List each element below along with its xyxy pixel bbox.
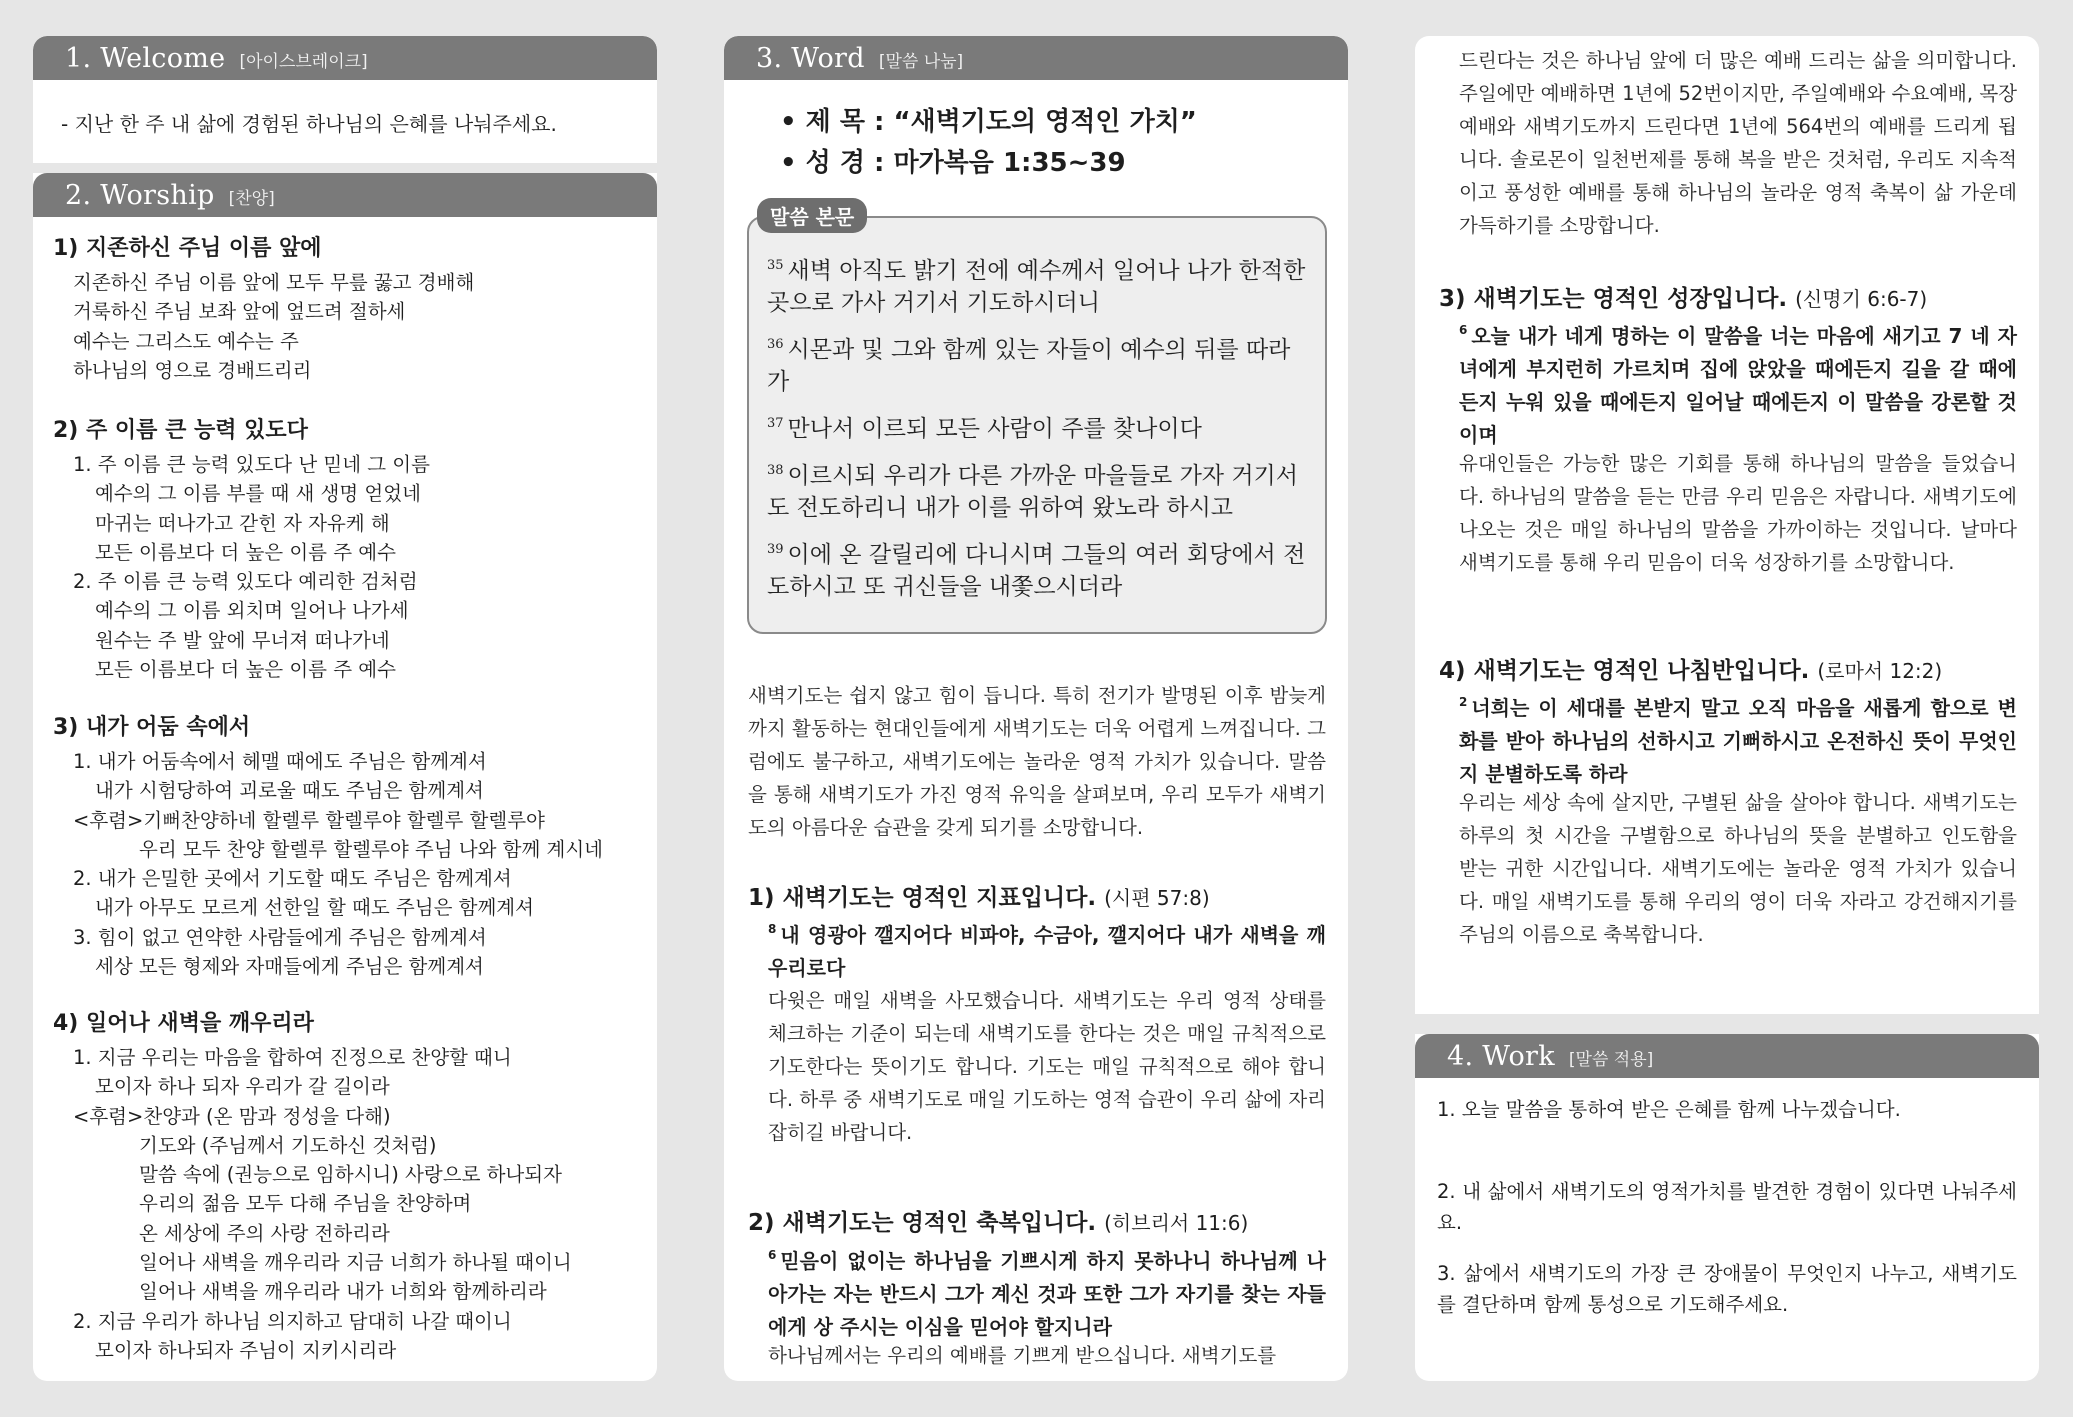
verse — [767, 455, 1307, 524]
lyric-line: 내가 시험당하여 괴로울 때도 주님은 함께계셔 — [95, 779, 484, 803]
worship-subtitle: [찬양] — [228, 188, 275, 209]
sermon-intro: 새벽기도는 쉽지 않고 힘이 듭니다. 특히 전기가 발명된 이후 밤늦게까지 활동하는 현대인들에게 새벽기도는 더욱 어렵게 느껴집니다. 그럼에도 불구하고, 새벽기도에는 놀라운 영적 가치가 있습니다. 말씀을 통해 새벽기도가 가진 영적 유익을 살펴보며, 우리 모두가 새벽기도의 아름다운 습관을 갖게 되기를 소망합니다. — [748, 684, 1326, 839]
point-body: 유대인들은 가능한 많은 기회를 통해 하나님의 말씀을 들었습니다. 하나님의 말씀을 듣는 만큼 우리 믿음은 자랍니다. 새벽기도에 나오는 것은 매일 하나님의 말씀을 가까이하는 것입니다. 날마다 새벽기도를 통해 우리 믿음이 더욱 성장하기를 소망합니다. — [1459, 452, 2017, 574]
lyric-line: 하나님의 영으로 경배드리리 — [73, 358, 312, 382]
song-title: 2) 주 이름 큰 능력 있도다 — [53, 418, 308, 443]
verse-number: 35 — [767, 258, 784, 273]
lyric-line: 모든 이름보다 더 높은 이름 주 예수 — [95, 540, 396, 564]
point-heading: 3) 새벽기도는 영적인 성장입니다. — [1439, 286, 1788, 312]
sermon-title: • 제 목 : “새벽기도의 영적인 가치” — [780, 107, 1197, 137]
section-gap — [33, 163, 657, 173]
point-reference: (시편 57:8) — [1104, 886, 1210, 910]
verse-text: 오늘 내가 네게 명하는 이 말씀을 너는 마음에 새기고 7 네 자녀에게 부지런히 가르치며 집에 앉았을 때에든지 길을 갈 때에든지 누워 있을 때에든지 일어날 때에든지 이 말씀을 강론할 것이며 — [1459, 324, 2017, 447]
lyric-line: 1. 내가 어둠속에서 헤맬 때에도 주님은 함께계셔 — [73, 750, 487, 773]
column-left — [33, 36, 657, 1381]
verse-text: 시몬과 및 그와 함께 있는 자들이 예수의 뒤를 따라가 — [767, 337, 1291, 395]
verse-number: 6 — [768, 1248, 777, 1262]
verse-text: 이르시되 우리가 다른 가까운 마을들로 가자 거기서도 전도하리니 내가 이를 위하여 왔노라 하시고 — [767, 463, 1298, 521]
lyric-line: 2. 지금 우리가 하나님 의지하고 담대히 나갈 때이니 — [73, 1309, 512, 1333]
verse-text: 만나서 이르되 모든 사람이 주를 찾나이다 — [787, 416, 1202, 442]
verse-number: 8 — [768, 922, 777, 936]
point-heading: 4) 새벽기도는 영적인 나침반입니다. — [1439, 658, 1810, 684]
point-title — [1439, 652, 1942, 685]
verse-number: 36 — [767, 337, 784, 352]
scripture-verses — [767, 250, 1307, 603]
lyric-line: <후렴>기뻐찬양하네 할렐루 할렐루야 할렐루 할렐루야 — [73, 808, 545, 832]
verse-number: 2 — [1459, 695, 1468, 709]
work-item: 2. 내 삶에서 새벽기도의 영적가치를 발견한 경험이 있다면 나눠주세요. — [1437, 1180, 2017, 1234]
point-title — [748, 879, 1210, 912]
scripture-box — [747, 216, 1327, 634]
song-title: 1) 지존하신 주님 이름 앞에 — [53, 236, 322, 261]
point-title — [1439, 280, 1927, 313]
song-lyrics — [73, 268, 474, 385]
point-body: 하나님께서는 우리의 예배를 기쁘게 받으십니다. 새벽기도를 — [768, 1344, 1277, 1367]
point-verse — [768, 913, 1326, 985]
scripture-reference: • 성 경 : 마가복음 1:35~39 — [780, 148, 1126, 178]
section-gap — [1415, 1014, 2039, 1034]
lyric-line: 1. 주 이름 큰 능력 있도다 난 믿네 그 이름 — [73, 453, 430, 476]
verse-number: 37 — [767, 416, 784, 431]
lyric-line: 내가 아무도 모르게 선한일 할 때도 주님은 함께계셔 — [95, 896, 534, 920]
lyric-line: 2. 내가 은밀한 곳에서 기도할 때도 주님은 함께계셔 — [73, 867, 512, 891]
verse-text: 내 영광아 깰지어다 비파야, 수금아, 깰지어다 내가 새벽을 깨우리로다 — [768, 923, 1326, 980]
scripture-box-label: 말씀 본문 — [757, 198, 867, 233]
worship-title: 2. Worship — [65, 179, 215, 211]
verse-text: 새벽 아직도 밝기 전에 예수께서 일어나 나가 한적한 곳으로 가사 거기서 기도하시더니 — [767, 258, 1306, 316]
verse — [767, 250, 1307, 319]
song-title: 4) 일어나 새벽을 깨우리라 — [53, 1011, 314, 1036]
column-middle — [724, 36, 1348, 1381]
work-header — [1415, 1034, 2039, 1078]
verse-number: 38 — [767, 463, 784, 478]
lyric-line: <후렴>찬양과 (온 맘과 정성을 다해) — [73, 1104, 391, 1128]
work-title: 4. Work — [1447, 1040, 1555, 1072]
lyric-line: 말씀 속에 (권능으로 임하시니) 사랑으로 하나되자 — [139, 1163, 562, 1187]
verse-text: 믿음이 없이는 하나님을 기쁘시게 하지 못하나니 하나님께 나아가는 자는 반드시 그가 계신 것과 또한 그가 자기를 찾는 자들에게 상 주시는 이심을 믿어야 할지니라 — [768, 1249, 1326, 1339]
lyric-line: 온 세상에 주의 사랑 전하리라 — [139, 1221, 390, 1245]
lyric-line: 지존하신 주님 이름 앞에 모두 무릎 꿇고 경배해 — [73, 271, 475, 294]
lyric-line: 세상 모든 형제와 자매들에게 주님은 함께계셔 — [95, 955, 484, 979]
work-item: 1. 오늘 말씀을 통하여 받은 은혜를 함께 나누겠습니다. — [1437, 1098, 1901, 1121]
point-reference: (로마서 12:2) — [1817, 659, 1943, 683]
work-subtitle: [말씀 적용] — [1568, 1049, 1654, 1070]
point-body-continued: 드린다는 것은 하나님 앞에 더 많은 예배 드리는 삶을 의미합니다. 주일에만 예배하면 1년에 52번이지만, 주일예배와 수요예배, 목장예배와 새벽기도까지 드린다면 1년에 564번의 예배를 드리게 됩니다. 솔로몬이 일천번제를 통해 복을 받은 것처럼, 우리도 지속적이고 풍성한 예배를 통해 하나님의 놀라운 영적 축복이 삶 가운데 가득하기를 소망합니다. — [1459, 49, 2017, 237]
column-right — [1415, 36, 2039, 1381]
word-header — [724, 36, 1348, 80]
point-heading: 2) 새벽기도는 영적인 축복입니다. — [748, 1210, 1097, 1236]
verse-text: 이에 온 갈릴리에 다니시며 그들의 여러 회당에서 전도하시고 또 귀신들을 내쫓으시더라 — [767, 542, 1306, 600]
lyric-line: 모이자 하나 되자 우리가 갈 길이라 — [95, 1075, 390, 1099]
point-body: 다윗은 매일 새벽을 사모했습니다. 새벽기도는 우리 영적 상태를 체크하는 기준이 되는데 새벽기도를 한다는 것은 매일 규칙적으로 기도한다는 뜻이기도 합니다. 기도는 매일 규칙적으로 해야 합니다. 하루 중 새벽기도로 매일 기도하는 영적 습관이 우리 삶에 자리 잡히길 바랍니다. — [768, 989, 1326, 1144]
lyric-line: 일어나 새벽을 깨우리라 내가 너희와 함께하리라 — [139, 1280, 547, 1304]
point-verse — [768, 1239, 1326, 1344]
verse — [767, 329, 1307, 398]
point-reference: (신명기 6:6-7) — [1795, 287, 1928, 311]
welcome-title: 1. Welcome — [65, 42, 226, 74]
song-lyrics — [73, 450, 430, 684]
lyric-line: 2. 주 이름 큰 능력 있도다 예리한 검처럼 — [73, 570, 418, 594]
lyric-line: 거룩하신 주님 보좌 앞에 엎드려 절하세 — [73, 300, 406, 324]
lyric-line: 일어나 새벽을 깨우리라 지금 너희가 하나될 때이니 — [139, 1251, 572, 1275]
lyric-line: 우리의 젊음 모두 다해 주님을 찬양하며 — [139, 1192, 472, 1216]
lyric-line: 예수의 그 이름 외치며 일어나 나가세 — [95, 599, 409, 623]
verse — [767, 534, 1307, 603]
verse — [767, 408, 1307, 445]
lyric-line: 예수의 그 이름 부를 때 새 생명 얻었네 — [95, 482, 421, 506]
lyric-line: 원수는 주 발 앞에 무너져 떠나가네 — [95, 628, 390, 652]
point-heading: 1) 새벽기도는 영적인 지표입니다. — [748, 885, 1097, 911]
welcome-header — [33, 36, 657, 80]
song-title: 3) 내가 어둠 속에서 — [53, 715, 251, 740]
lyric-line: 기도와 (주님께서 기도하신 것처럼) — [139, 1133, 437, 1157]
point-verse — [1459, 314, 2017, 452]
verse-number: 39 — [767, 542, 784, 557]
word-title: 3. Word — [756, 42, 865, 74]
song-lyrics — [73, 747, 603, 981]
verse-text: 너희는 이 세대를 본받지 말고 오직 마음을 새롭게 함으로 변화를 받아 하나님의 선하시고 기뻐하시고 온전하신 뜻이 무엇인지 분별하도록 하라 — [1459, 696, 2017, 786]
lyric-line: 예수는 그리스도 예수는 주 — [73, 329, 299, 353]
point-title — [748, 1204, 1248, 1237]
verse-number: 6 — [1459, 323, 1468, 337]
lyric-line: 우리 모두 찬양 할렐루 할렐루야 주님 나와 함께 계시네 — [139, 837, 604, 861]
point-verse — [1459, 686, 2017, 791]
lyric-line: 1. 지금 우리는 마음을 합하여 진정으로 찬양할 때니 — [73, 1046, 512, 1069]
welcome-subtitle: [아이스브레이크] — [239, 51, 368, 72]
lyric-line: 모든 이름보다 더 높은 이름 주 예수 — [95, 658, 396, 682]
welcome-text: - 지난 한 주 내 삶에 경험된 하나님의 은혜를 나눠주세요. — [61, 112, 557, 136]
point-body: 우리는 세상 속에 살지만, 구별된 삶을 살아야 합니다. 새벽기도는 하루의 첫 시간을 구별함으로 하나님의 뜻을 분별하고 인도함을 받는 귀한 시간입니다. 새벽기도에는 놀라운 영적 가치가 있습니다. 매일 새벽기도를 통해 우리의 영이 더욱 자라고 강건해지기를 주님의 이름으로 축복합니다. — [1459, 791, 2017, 946]
lyric-line: 모이자 하나되자 주님이 지키시리라 — [95, 1338, 397, 1362]
lyric-line: 3. 힘이 없고 연약한 사람들에게 주님은 함께계셔 — [73, 925, 487, 949]
worship-header — [33, 173, 657, 217]
lyric-line: 마귀는 떠나가고 갇힌 자 자유케 해 — [95, 511, 390, 535]
point-reference: (히브리서 11:6) — [1104, 1211, 1249, 1235]
word-subtitle: [말씀 나눔] — [878, 51, 964, 72]
song-lyrics — [73, 1043, 572, 1365]
work-item: 3. 삶에서 새벽기도의 가장 큰 장애물이 무엇인지 나누고, 새벽기도를 결단하며 함께 통성으로 기도해주세요. — [1437, 1262, 2017, 1316]
